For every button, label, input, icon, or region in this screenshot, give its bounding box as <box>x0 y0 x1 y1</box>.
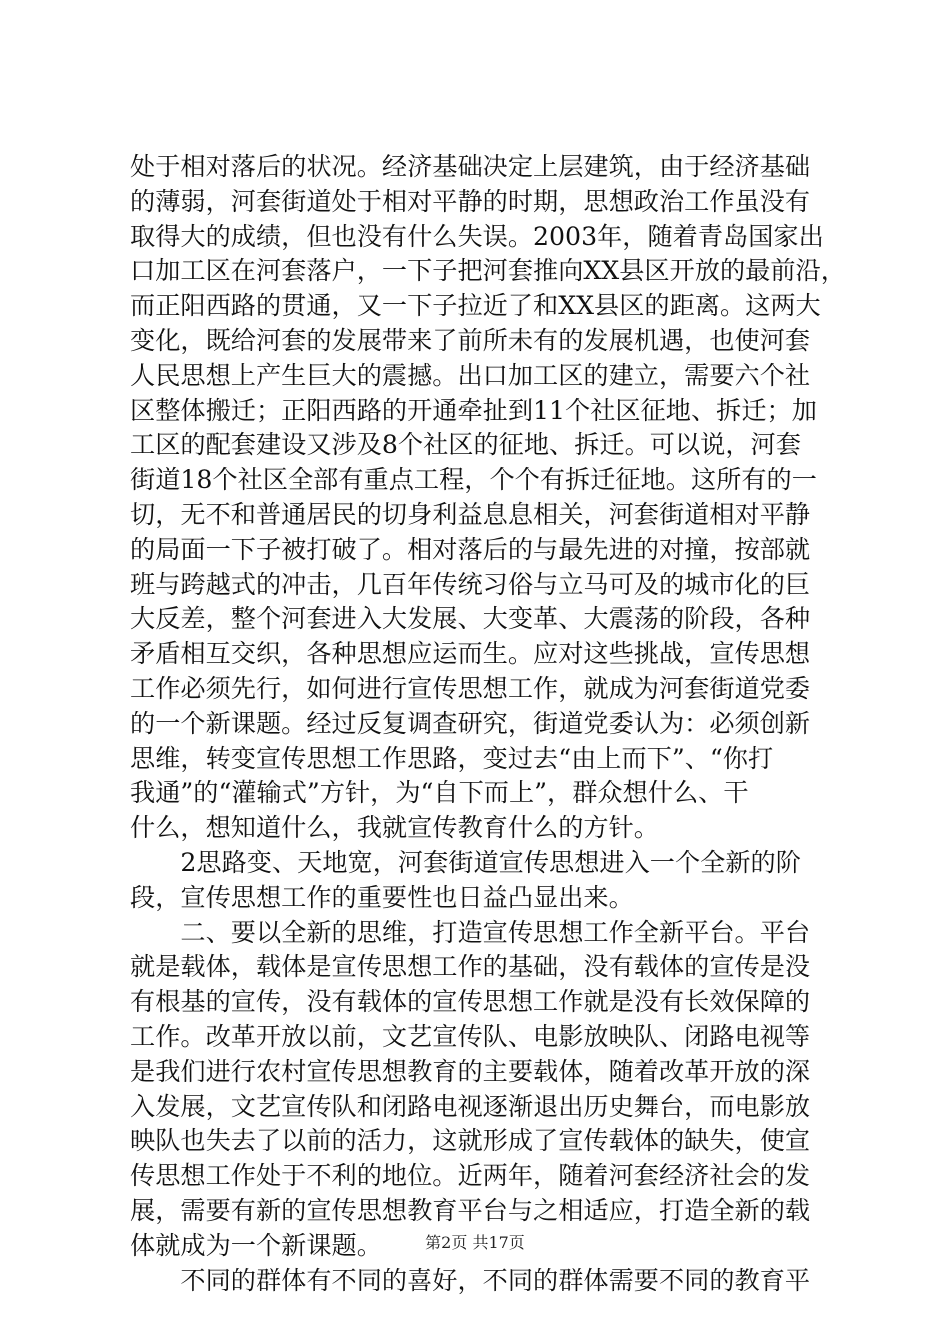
text-line: 工作必须先行，如何进行宣传思想工作，就成为河套街道党委 <box>130 673 811 703</box>
text-line: 入发展，文艺宣传队和闭路电视逐渐退出历史舞台，而电影放 <box>130 1091 811 1121</box>
text-line: 切，无不和普通居民的切身利益息息相关，河套街道相对平静 <box>130 499 811 529</box>
text-line: 传思想工作处于不利的地位。近两年，随着河套经济社会的发 <box>130 1161 811 1191</box>
text-line: 街道18个社区全部有重点工程，个个有拆迁征地。这所有的一 <box>130 465 817 495</box>
text-line: 段，宣传思想工作的重要性也日益凸显出来。 <box>130 882 634 912</box>
text-line: 人民思想上产生巨大的震撼。出口加工区的建立，需要六个社 <box>130 360 811 390</box>
text-line: 工作。改革开放以前，文艺宣传队、电影放映队、闭路电视等 <box>130 1021 811 1051</box>
text-line: 2思路变、天地宽，河套街道宣传思想进入一个全新的阶 <box>130 847 801 877</box>
text-line: 的局面一下子被打破了。相对落后的与最先进的对撞，按部就 <box>130 534 811 564</box>
page-footer: 第2页 共17页 <box>425 1233 525 1252</box>
text-line: 口加工区在河套落户，一下子把河套推向XX县区开放的最前沿， <box>130 256 846 286</box>
text-line: 体就成为一个新课题。 <box>130 1230 382 1260</box>
text-line: 矛盾相互交织，各种思想应运而生。应对这些挑战，宣传思想 <box>130 639 811 669</box>
text-line: 有根基的宣传，没有载体的宣传思想工作就是没有长效保障的 <box>130 987 811 1017</box>
text-line: 我通”的“灌输式”方针，为“自下而上”，群众想什么、干 <box>130 778 749 808</box>
text-line: 二、要以全新的思维，打造宣传思想工作全新平台。平台 <box>130 917 811 947</box>
text-line: 是我们进行农村宣传思想教育的主要载体，随着改革开放的深 <box>130 1056 811 1086</box>
text-line: 思维，转变宣传思想工作思路，变过去“由上而下”、“你打 <box>130 743 774 773</box>
text-line: 工区的配套建设又涉及8个社区的征地、拆迁。可以说，河套 <box>130 430 801 460</box>
text-line: 不同的群体有不同的喜好，不同的群体需要不同的教育平 <box>130 1265 811 1295</box>
text-line: 就是载体，载体是宣传思想工作的基础，没有载体的宣传是没 <box>130 952 811 982</box>
text-line: 展，需要有新的宣传思想教育平台与之相适应，打造全新的载 <box>130 1195 811 1225</box>
text-line: 变化，既给河套的发展带来了前所未有的发展机遇，也使河套 <box>130 325 811 355</box>
body-text <box>130 150 846 1298</box>
text-line: 区整体搬迁；正阳西路的开通牵扯到11个社区征地、拆迁；加 <box>130 395 817 425</box>
text-line: 大反差，整个河套进入大发展、大变革、大震荡的阶段，各种 <box>130 604 811 634</box>
text-line: 的薄弱，河套街道处于相对平静的时期，思想政治工作虽没有 <box>130 186 811 216</box>
text-line: 取得大的成绩，但也没有什么失误。2003年，随着青岛国家出 <box>130 221 824 251</box>
text-line: 什么，想知道什么，我就宣传教育什么的方针。 <box>130 813 659 843</box>
text-line: 处于相对落后的状况。经济基础决定上层建筑，由于经济基础 <box>130 152 811 181</box>
text-line: 班与跨越式的冲击，几百年传统习俗与立马可及的城市化的巨 <box>130 569 811 599</box>
text-line: 的一个新课题。经过反复调查研究，街道党委认为：必须创新 <box>130 708 811 738</box>
text-line: 映队也失去了以前的活力，这就形成了宣传载体的缺失，使宣 <box>130 1126 811 1156</box>
text-line: 而正阳西路的贯通，又一下子拉近了和XX县区的距离。这两大 <box>130 291 821 321</box>
